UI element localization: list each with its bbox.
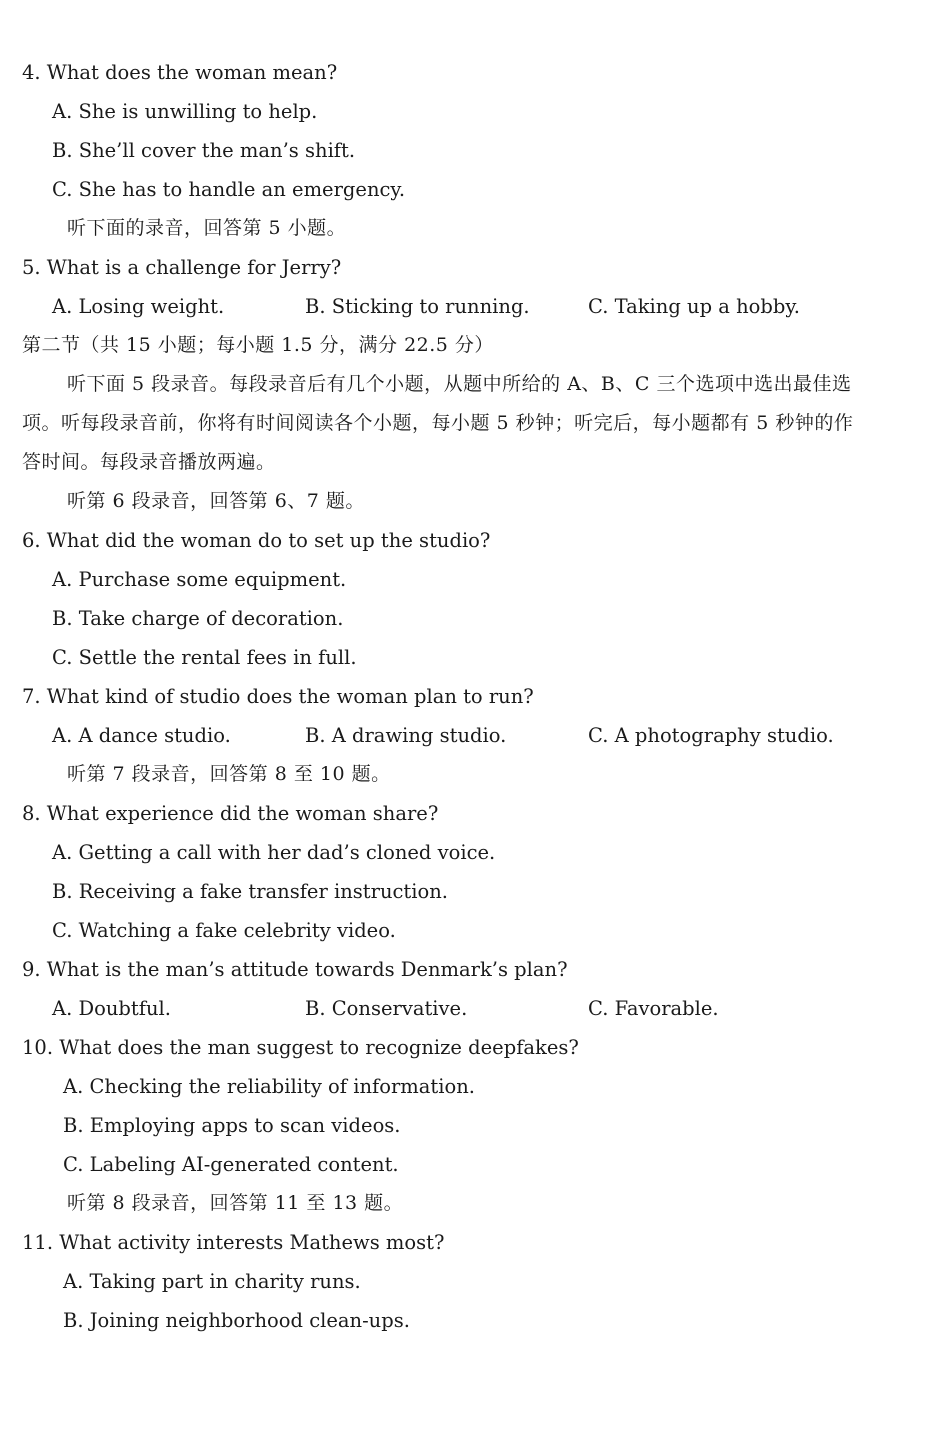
question-9: 9. What is the man’s attitude towards Denmark’s plan?: [22, 958, 568, 981]
q6-option-c: C. Settle the rental fees in full.: [52, 646, 357, 669]
q10-option-a: A. Checking the reliability of information.: [63, 1075, 475, 1098]
listening-instruction-7: 听第 7 段录音，回答第 8 至 10 题。: [67, 763, 391, 785]
section-2-paragraph-line-3: 答时间。每段录音播放两遍。: [22, 451, 276, 473]
question-6: 6. What did the woman do to set up the studio?: [22, 529, 491, 552]
listening-instruction-8: 听第 8 段录音，回答第 11 至 13 题。: [67, 1192, 404, 1214]
question-8: 8. What experience did the woman share?: [22, 802, 439, 825]
q5-option-a: A. Losing weight.: [52, 295, 225, 318]
q5-option-b: B. Sticking to running.: [305, 295, 530, 318]
question-4: 4. What does the woman mean?: [22, 61, 338, 84]
q6-option-a: A. Purchase some equipment.: [52, 568, 347, 591]
question-5: 5. What is a challenge for Jerry?: [22, 256, 342, 279]
q11-option-a: A. Taking part in charity runs.: [63, 1270, 361, 1293]
section-2-title: 第二节（共 15 小题；每小题 1.5 分，满分 22.5 分）: [22, 334, 494, 356]
q8-option-c: C. Watching a fake celebrity video.: [52, 919, 396, 942]
q10-option-b: B. Employing apps to scan videos.: [63, 1114, 401, 1137]
q7-option-c: C. A photography studio.: [588, 724, 834, 747]
question-10: 10. What does the man suggest to recognize deepfakes?: [22, 1036, 579, 1059]
q7-option-b: B. A drawing studio.: [305, 724, 507, 747]
q8-option-a: A. Getting a call with her dad’s cloned voice.: [52, 841, 496, 864]
question-7: 7. What kind of studio does the woman plan to run?: [22, 685, 534, 708]
q7-option-a: A. A dance studio.: [52, 724, 231, 747]
q11-option-b: B. Joining neighborhood clean-ups.: [63, 1309, 410, 1332]
q9-option-a: A. Doubtful.: [52, 997, 171, 1020]
q4-option-b: B. She’ll cover the man’s shift.: [52, 139, 356, 162]
listening-instruction-5: 听下面的录音，回答第 5 小题。: [67, 217, 347, 239]
section-2-paragraph-line-1: 听下面 5 段录音。每段录音后有几个小题，从题中所给的 A、B、C 三个选项中选出最佳选: [67, 373, 852, 395]
q9-option-b: B. Conservative.: [305, 997, 468, 1020]
q6-option-b: B. Take charge of decoration.: [52, 607, 344, 630]
q8-option-b: B. Receiving a fake transfer instruction.: [52, 880, 448, 903]
q9-option-c: C. Favorable.: [588, 997, 719, 1020]
listening-instruction-6: 听第 6 段录音，回答第 6、7 题。: [67, 490, 365, 512]
question-11: 11. What activity interests Mathews most?: [22, 1231, 445, 1254]
q4-option-a: A. She is unwilling to help.: [52, 100, 318, 123]
q4-option-c: C. She has to handle an emergency.: [52, 178, 406, 201]
section-2-paragraph-line-2: 项。听每段录音前，你将有时间阅读各个小题，每小题 5 秒钟；听完后，每小题都有 5 秒钟的作: [22, 412, 854, 434]
q5-option-c: C. Taking up a hobby.: [588, 295, 800, 318]
q10-option-c: C. Labeling AI-generated content.: [63, 1153, 399, 1176]
